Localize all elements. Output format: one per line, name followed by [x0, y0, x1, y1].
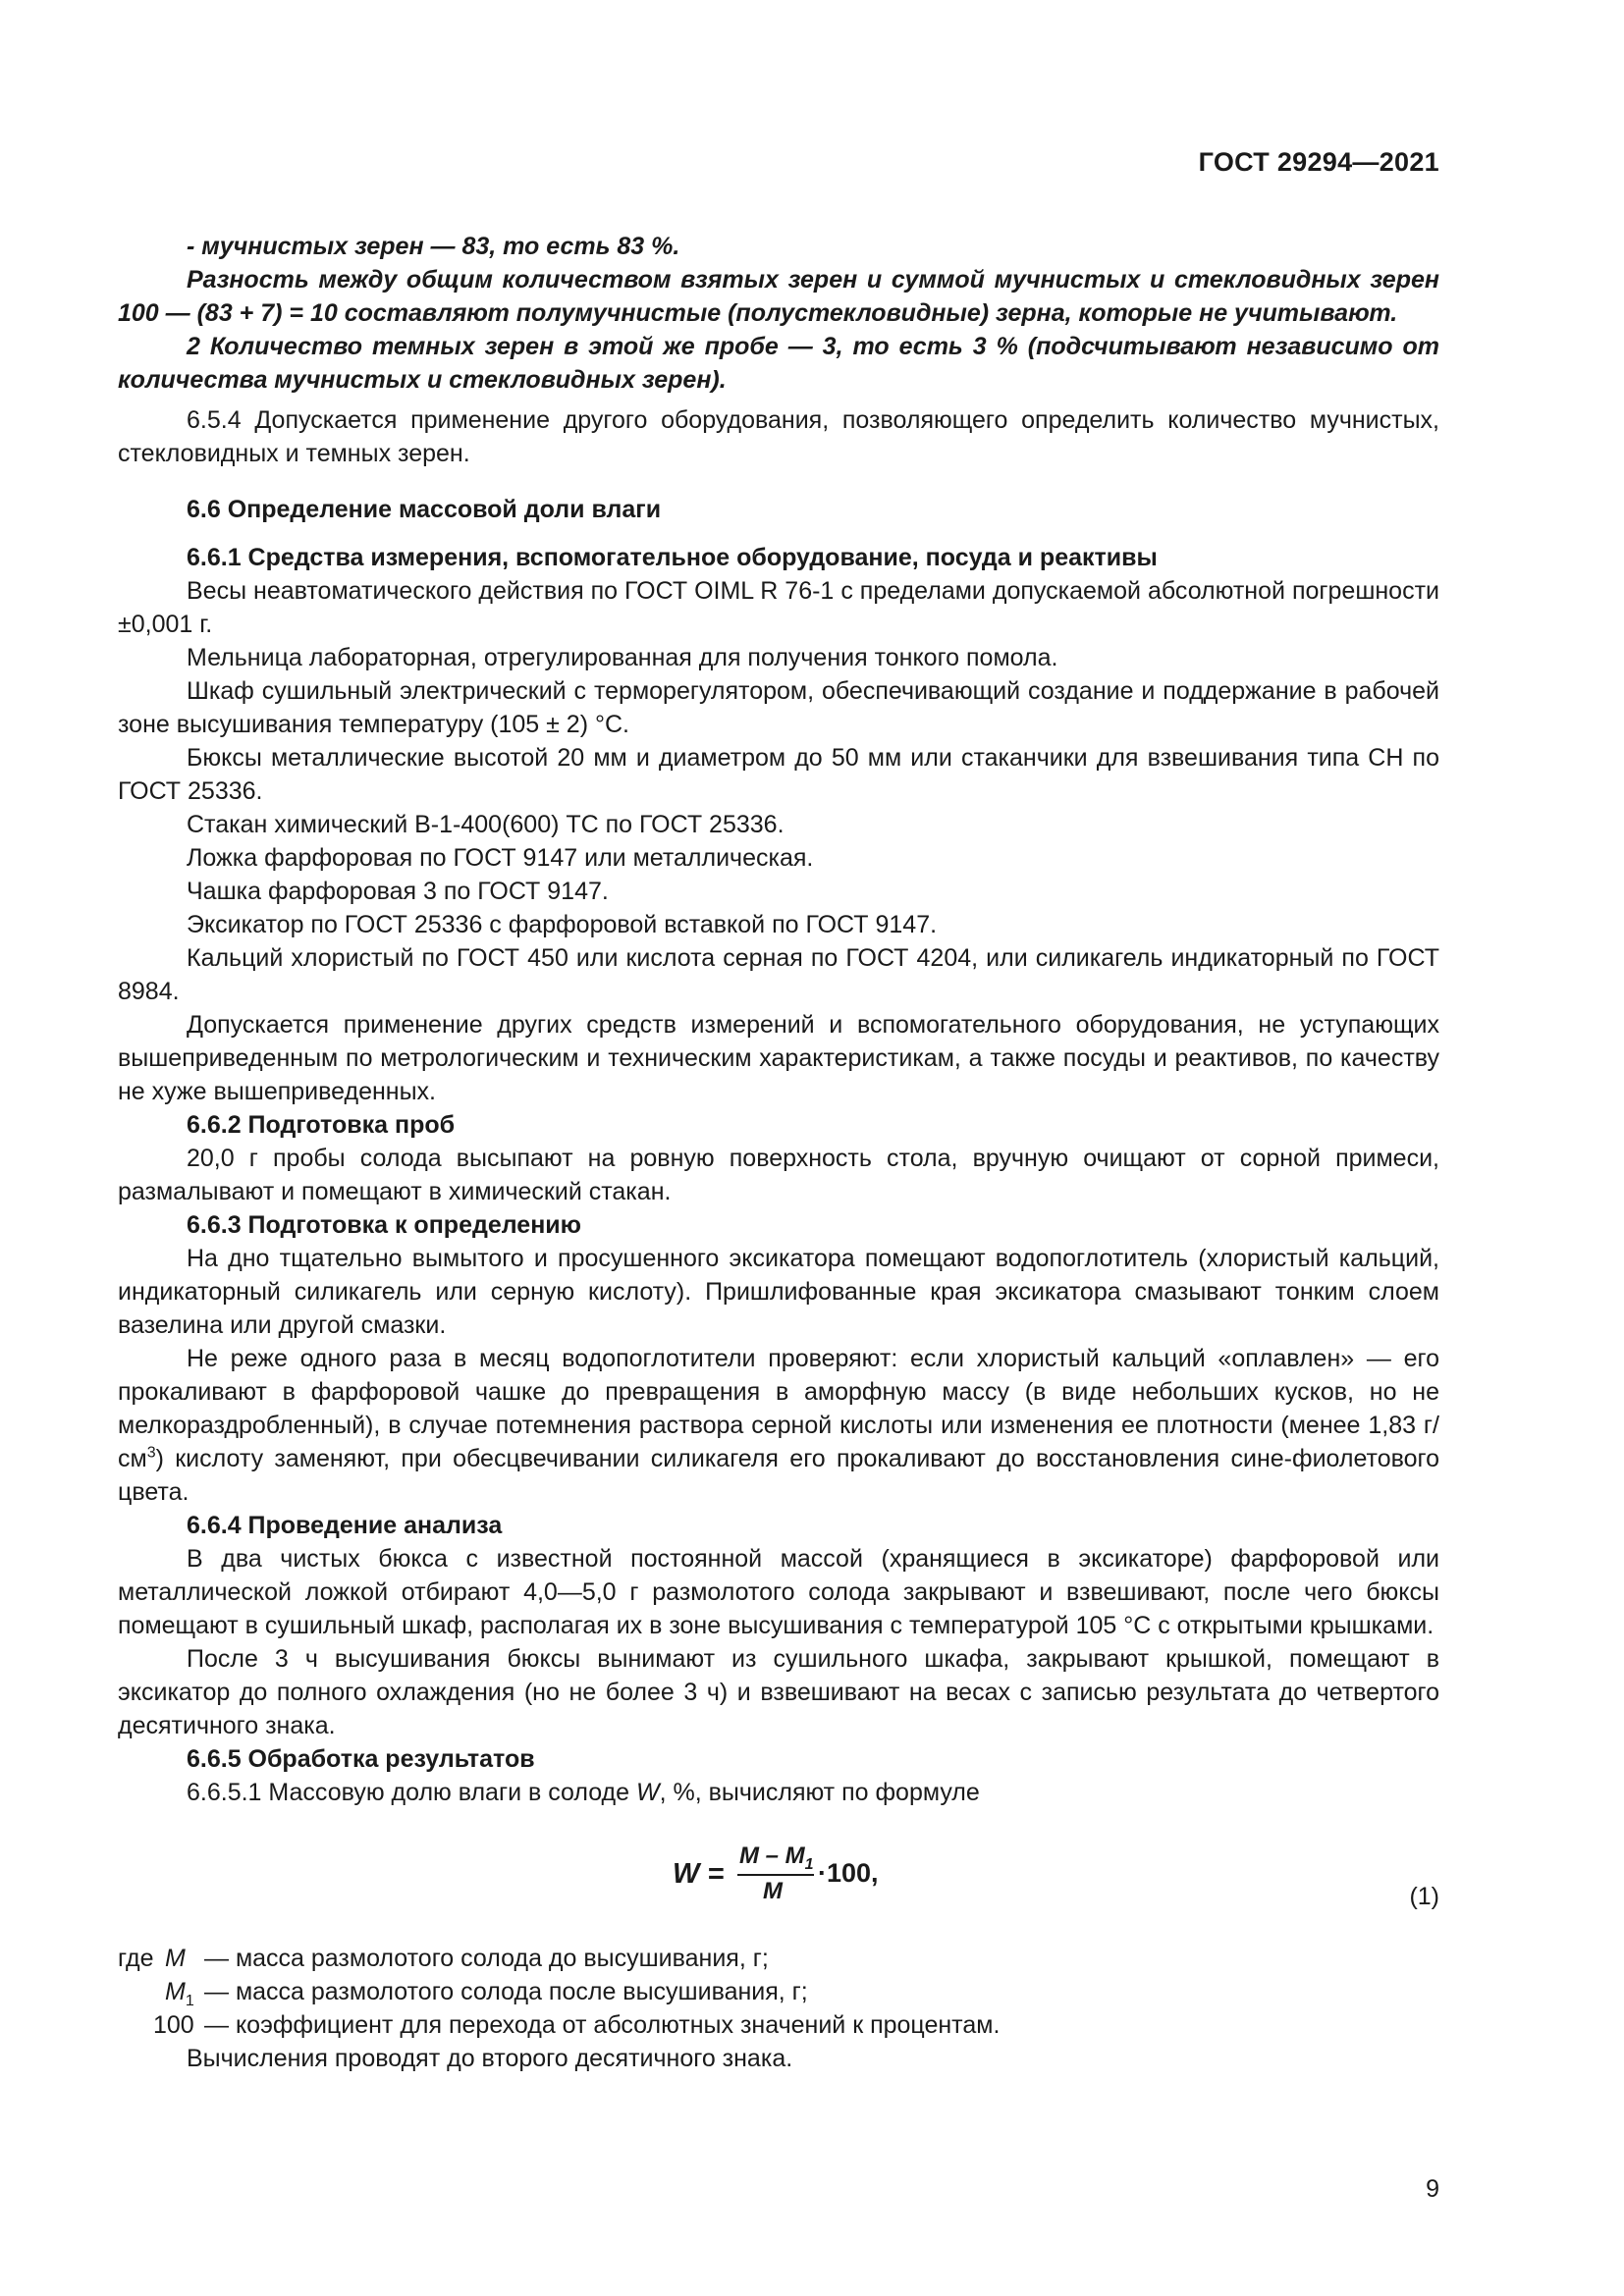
formula-denominator: M	[763, 1878, 783, 1904]
equipment-item: Эксикатор по ГОСТ 25336 с фарфоровой вставкой по ГОСТ 9147.	[187, 911, 938, 938]
equipment-item: Допускается применение других средств измерений и вспомогательного оборудования, не уступающих вышеприведенным по метрологическим и техническим характеристикам, а также посуды и реактивов, по качеству не хуже вышеприведенных.	[118, 1011, 1439, 1105]
paragraph-6-6-4-drying: После 3 ч высушивания бюксы вынимают из сушильного шкафа, закрывают крышкой, помещают в эксикатор до полного охлаждения (но не более 3 ч) и взвешивают на весах с записью результата до четвертого десятичного знака.	[118, 1645, 1439, 1739]
legend-symbol-m: M	[165, 1945, 186, 1972]
note-paragraph-dark-grains: 2 Количество темных зерен в этой же пробе — 3, то есть 3 % (подсчитывают независимо от количества мучнистых и стекловидных зерен).	[118, 333, 1439, 394]
variable-w: W	[636, 1779, 660, 1806]
equation-number: (1)	[1409, 1883, 1439, 1910]
heading-6-6-4: 6.6.4 Проведение анализа	[187, 1512, 503, 1539]
paragraph-6-6-2: 20,0 г пробы солода высыпают на ровную поверхность стола, вручную очищают от сорной примеси, размалывают и помещают в химический стакан.	[118, 1145, 1439, 1205]
paragraph-6-6-5-1: 6.6.5.1 Массовую долю влаги в солоде W, %, вычисляют по формуле	[187, 1779, 980, 1806]
legend-where: где	[118, 1945, 154, 1972]
section-6-6	[118, 493, 1439, 526]
formula-numerator: M – $M_1$	[739, 1842, 814, 1873]
formula-multiplier: ·100,	[818, 1858, 879, 1888]
page-number: 9	[1426, 2175, 1439, 2203]
equipment-item: Кальций хлористый по ГОСТ 450 или кислота серная по ГОСТ 4204, или силикагель индикаторный по ГОСТ 8984.	[118, 944, 1439, 1005]
legend-symbol-100: 100	[153, 2011, 194, 2039]
note-paragraph-difference: Разность между общим количеством взятых зерен и суммой мучнистых и стекловидных зерен 100 — (83 + 7) = 10 составляют полумучнистые (полустекловидные) зерна, которые не учитывают.	[118, 266, 1439, 327]
equipment-item: Мельница лабораторная, отрегулированная для получения тонкого помола.	[187, 644, 1058, 671]
equipment-item: Ложка фарфоровая по ГОСТ 9147 или металлическая.	[187, 844, 814, 872]
heading-6-6-5: 6.6.5 Обработка результатов	[187, 1745, 535, 1773]
legend-desc-m1: — масса размолотого солода после высушивания, г;	[204, 1978, 808, 2005]
legend-desc-100: — коэффициент для перехода от абсолютных значений к процентам.	[204, 2011, 1001, 2039]
heading-6-6-1: 6.6.1 Средства измерения, вспомогательное оборудование, посуда и реактивы	[187, 544, 1158, 571]
equipment-item: Бюксы металлические высотой 20 мм и диаметром до 50 мм или стаканчики для взвешивания типа СН по ГОСТ 25336.	[118, 744, 1439, 805]
paragraph-6-5-4: 6.5.4 Допускается применение другого оборудования, позволяющего определить количество мучнистых, стекловидных и темных зерен.	[118, 406, 1439, 467]
calculation-precision-note: Вычисления проводят до второго десятичного знака.	[187, 2045, 793, 2072]
fraction-bar	[737, 1874, 814, 1876]
moisture-formula	[673, 1842, 967, 1911]
legend-row-100	[118, 2008, 1439, 2042]
legend-desc-m: — масса размолотого солода до высушивания, г;	[204, 1945, 769, 1972]
heading-6-6-2: 6.6.2 Подготовка проб	[187, 1111, 456, 1139]
paragraph-6-6-3-check	[118, 1342, 1439, 1509]
equipment-item: Весы неавтоматического действия по ГОСТ OIML R 76-1 с пределами допускаемой абсолютной погрешности ±0,001 г.	[118, 577, 1439, 638]
legend-row-m	[118, 1942, 1439, 1975]
paragraph-6-6-4-sampling: В два чистых бюкса с известной постоянной массой (хранящиеся в эксикаторе) фарфоровой или металлической ложкой отбирают 4,0—5,0 г размолотого солода закрывают и взвешивают, после чего бюксы помещают в сушильный шкаф, располагая их в зоне высушивания с температурой 105 °С с открытыми крышками.	[118, 1545, 1439, 1639]
heading-6-6-3: 6.6.3 Подготовка к определению	[187, 1211, 582, 1239]
heading-6-6: 6.6 Определение массовой доли влаги	[187, 496, 662, 523]
note-line-mealy: - мучнистых зерен — 83, то есть 83 %.	[187, 233, 680, 260]
equipment-item: Стакан химический В-1-400(600) ТС по ГОСТ 25336.	[187, 811, 785, 838]
check-text-part-a: Не реже одного раза в месяц водопоглотители проверяют: если хлористый кальций «оплавлен» — его прокаливают в фарфоровой чашке до превращения в аморфную массу (в виде небольших кусков, но не мелкораздробленный), в случае потемнения раствора серной кислоты или изменения ее плотности (менее 1,83 г/см	[118, 1345, 1439, 1472]
cubic-superscript: 3	[146, 1444, 156, 1462]
formula-legend	[118, 1942, 1439, 2075]
formula-lhs: W =	[673, 1858, 725, 1890]
document-page	[118, 0, 1439, 2296]
section-6-6-1-to-6-6-5	[118, 541, 1439, 1809]
check-text-part-b: ) кислоту заменяют, при обесцвечивании силикагеля его прокаливают до восстановления сине-фиолетового цвета.	[118, 1445, 1439, 1506]
legend-symbol-m1: $M_1$	[165, 1978, 194, 2009]
section-6-5-4	[118, 403, 1439, 470]
legend-row-m1	[118, 1975, 1439, 2008]
legend-row-final	[118, 2042, 1439, 2075]
equipment-item: Шкаф сушильный электрический с терморегулятором, обеспечивающий создание и поддержание в рабочей зоне высушивания температуру (105 ± 2) °С.	[118, 677, 1439, 738]
equipment-item: Чашка фарфоровая 3 по ГОСТ 9147.	[187, 878, 609, 905]
document-code-header: ГОСТ 29294—2021	[1198, 147, 1439, 177]
paragraph-6-6-3-desiccant: На дно тщательно вымытого и просушенного эксикатора помещают водопоглотитель (хлористый кальций, индикаторный силикагель или серную кислоту). Пришлифованные края эксикатора смазывают тонким слоем вазелина или другой смазки.	[118, 1245, 1439, 1339]
example-notes	[118, 230, 1439, 397]
